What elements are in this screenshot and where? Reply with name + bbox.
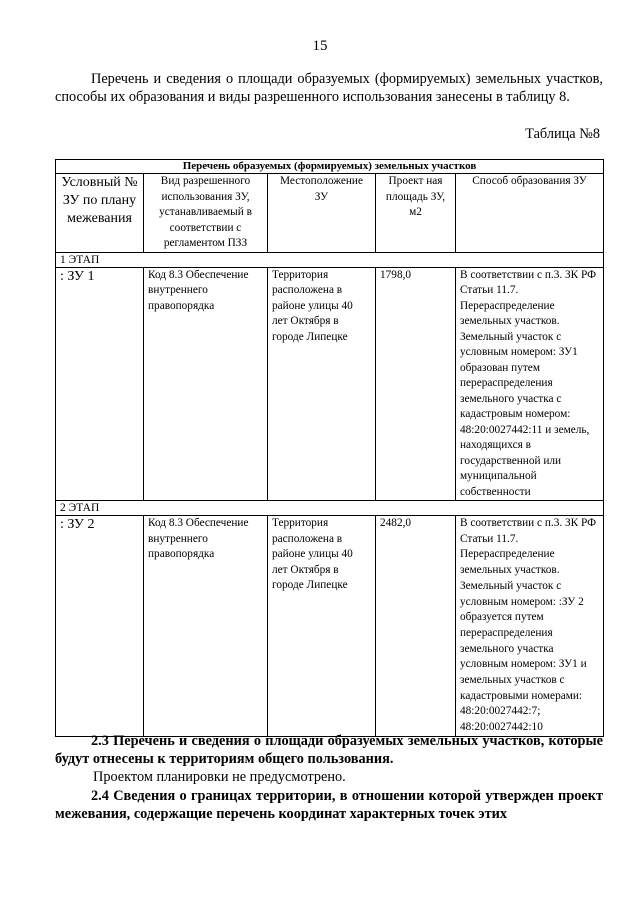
- header-permitted-use: Вид разрешенного использования ЗУ, устанавливаемый в соответствии с регламентом ПЗЗ: [144, 174, 268, 253]
- section-2-4-heading: 2.4 Сведения о границах территории, в отношении которой утвержден проект межевания, содержащие перечень координат характерных точек этих: [55, 788, 603, 822]
- permitted-use: Код 8.3 Обеспечение внутреннего правопорядка: [144, 267, 268, 501]
- table-row: [56, 267, 604, 501]
- table-header-row: [56, 174, 604, 253]
- header-plot-number: Условный № ЗУ по плану межевания: [56, 174, 144, 253]
- area: 2482,0: [376, 516, 456, 737]
- formation-method: В соответствии с п.3. ЗК РФ Статьи 11.7. Перераспределение земельных участков. Земельный участок с условным номером: ЗУ1 образован путем перераспределения земельного участка с кадастровым номером: 48:20:0027442:11 и земель, находящихся в государственной или муниципальной собственности: [456, 267, 604, 501]
- table-row: [56, 516, 604, 737]
- stage-label: 2 ЭТАП: [56, 501, 604, 516]
- intro-paragraph: Перечень и сведения о площади образуемых (формируемых) земельных участков, способы их образования и виды разрешенного использования занесены в таблицу 8.: [55, 71, 603, 105]
- header-location: Местоположение ЗУ: [268, 174, 376, 253]
- area: 1798,0: [376, 267, 456, 501]
- stage-row: [56, 501, 604, 516]
- formation-method: В соответствии с п.3. ЗК РФ Статьи 11.7. Перераспределение земельных участков. Земельный участок с условным номером: :ЗУ 2 образуется путем перераспределения земельного участка условным номером: ЗУ1 и земельных участков с кадастровыми номерами: 48:20:0027442:7; 48:20:0027442:10: [456, 516, 604, 737]
- location: Территория расположена в районе улицы 40 лет Октября в городе Липецке: [268, 516, 376, 737]
- table-caption: Таблица №8: [525, 126, 600, 142]
- header-area: Проект ная площадь ЗУ, м2: [376, 174, 456, 253]
- plot-number: : ЗУ 1: [56, 267, 144, 501]
- location: Территория расположена в районе улицы 40 лет Октября в городе Липецке: [268, 267, 376, 501]
- land-plots-table: [55, 159, 604, 737]
- table-title: Перечень образуемых (формируемых) земельных участков: [56, 160, 604, 174]
- section-2-3-heading: 2.3 Перечень и сведения о площади образуемых земельных участков, которые будут отнесены к территориям общего пользования.: [55, 733, 603, 767]
- table-title-row: [56, 160, 604, 174]
- section-2-3-note: Проектом планировки не предусмотрено.: [93, 769, 346, 785]
- permitted-use: Код 8.3 Обеспечение внутреннего правопорядка: [144, 516, 268, 737]
- page-number: 15: [312, 38, 328, 54]
- stage-label: 1 ЭТАП: [56, 252, 604, 267]
- header-formation-method: Способ образования ЗУ: [456, 174, 604, 253]
- plot-number: : ЗУ 2: [56, 516, 144, 737]
- stage-row: [56, 252, 604, 267]
